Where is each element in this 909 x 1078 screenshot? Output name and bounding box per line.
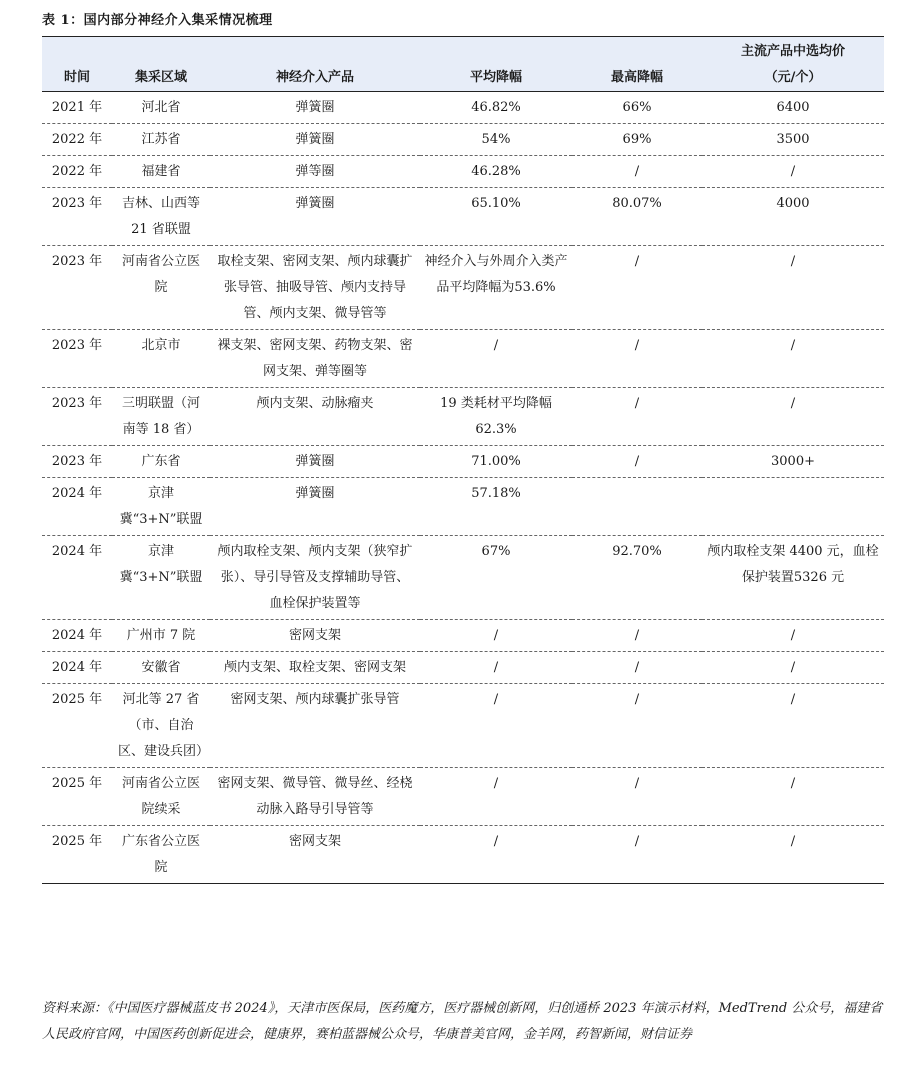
cell-product: 取栓支架、密网支架、颅内球囊扩张导管、抽吸导管、颅内支持导管、颅内支架、微导管等 (217, 254, 413, 321)
cell-region: 吉林、山西等 21 省联盟 (121, 196, 200, 237)
cell-max-drop: 80.07% (612, 196, 662, 211)
cell-max-drop: / (634, 660, 640, 675)
table-row (42, 684, 884, 768)
cell-max-drop (572, 478, 702, 536)
cell-max-drop: / (634, 692, 640, 707)
header-price-line1: 主流产品中选均价 (740, 44, 845, 59)
cell-product: 密网支架 (288, 628, 341, 643)
cell-max-drop: / (634, 628, 640, 643)
cell-product: 密网支架 (288, 834, 341, 849)
cell-avg-drop: 46.28% (471, 164, 521, 179)
cell-region: 河北等 27 省（市、自治区、建设兵团） (118, 692, 210, 759)
cell-region: 广州市 7 院 (126, 628, 196, 643)
cell-time: 2024 年 (51, 660, 103, 675)
cell-region: 福建省 (141, 164, 181, 179)
header-max-drop: 最高降幅 (610, 70, 663, 85)
cell-avg-drop: 57.18% (471, 486, 521, 501)
header-price-line2: （元/个） (764, 70, 822, 85)
cell-time: 2023 年 (51, 396, 103, 411)
cell-region: 北京市 (141, 338, 181, 353)
table-row (42, 188, 884, 246)
cell-product: 颅内取栓支架、颅内支架（狭窄扩张）、导引导管及支撑辅助导管、血栓保护装置等 (217, 544, 413, 611)
cell-region: 广东省公立医院 (121, 834, 200, 875)
table-row (42, 92, 884, 124)
cell-avg-drop: / (493, 692, 499, 707)
cell-region: 江苏省 (141, 132, 181, 147)
cell-max-drop: 66% (622, 100, 652, 115)
cell-avg-drop: 71.00% (471, 454, 521, 469)
cell-time: 2023 年 (51, 338, 103, 353)
table-header (42, 37, 884, 92)
header-product: 神经介入产品 (275, 70, 354, 85)
cell-product: 颅内支架、取栓支架、密网支架 (223, 660, 406, 675)
cell-max-drop: / (634, 396, 640, 411)
cell-time: 2025 年 (51, 692, 103, 707)
cell-product: 弹簧圈 (295, 196, 335, 211)
cell-avg-drop: 46.82% (471, 100, 521, 115)
table-body (42, 92, 884, 884)
cell-product: 弹簧圈 (295, 132, 335, 147)
cell-avg-drop: 67% (481, 544, 511, 559)
cell-region: 河南省公立医院续采 (121, 776, 200, 817)
cell-max-drop: / (634, 454, 640, 469)
table-row (42, 652, 884, 684)
cell-max-drop: 69% (622, 132, 652, 147)
cell-time: 2023 年 (51, 254, 103, 269)
cell-avg-drop: 神经介入与外周介入类产品平均降幅为53.6% (424, 254, 568, 295)
cell-price: / (790, 692, 796, 707)
cell-product: 裸支架、密网支架、药物支架、密网支架、弹等圈等 (217, 338, 413, 379)
cell-region: 河南省公立医院 (121, 254, 200, 295)
cell-time: 2023 年 (51, 196, 103, 211)
cell-avg-drop: / (493, 660, 499, 675)
cell-price: / (790, 776, 796, 791)
cell-avg-drop: / (493, 338, 499, 353)
table-row (42, 330, 884, 388)
cell-product: 弹簧圈 (295, 486, 335, 501)
cell-avg-drop: 65.10% (471, 196, 521, 211)
table-row (42, 388, 884, 446)
table-row (42, 124, 884, 156)
cell-product: 密网支架、微导管、微导丝、经桡动脉入路导引导管等 (217, 776, 413, 817)
cell-price: 颅内取栓支架 4400 元，血栓保护装置5326 元 (707, 544, 879, 585)
table-row (42, 156, 884, 188)
cell-time: 2023 年 (51, 454, 103, 469)
cell-avg-drop: / (493, 628, 499, 643)
cell-avg-drop: 19 类耗材平均降幅62.3% (440, 396, 552, 437)
cell-product: 弹等圈 (295, 164, 335, 179)
cell-max-drop: / (634, 834, 640, 849)
cell-time: 2025 年 (51, 776, 103, 791)
cell-region: 广东省 (141, 454, 181, 469)
cell-time: 2025 年 (51, 834, 103, 849)
cell-time: 2021 年 (51, 100, 103, 115)
cell-region: 京津冀“3+N”联盟 (119, 544, 203, 585)
cell-product: 弹簧圈 (295, 100, 335, 115)
cell-time: 2024 年 (51, 486, 103, 501)
cell-price: / (790, 660, 796, 675)
cell-region: 三明联盟（河南等 18 省） (121, 396, 200, 437)
cell-product: 颅内支架、动脉瘤夹 (256, 396, 374, 411)
cell-price (702, 478, 884, 536)
cell-product: 密网支架、颅内球囊扩张导管 (230, 692, 400, 707)
header-price (702, 37, 884, 92)
cell-max-drop: / (634, 254, 640, 269)
cell-price: / (790, 164, 796, 179)
collection-table (42, 36, 884, 884)
cell-time: 2022 年 (51, 132, 103, 147)
cell-price: 4000 (776, 196, 810, 211)
cell-max-drop: 92.70% (612, 544, 662, 559)
cell-price: 6400 (776, 100, 810, 115)
cell-region: 安徽省 (141, 660, 181, 675)
table-row (42, 536, 884, 620)
table-row (42, 620, 884, 652)
cell-price: / (790, 396, 796, 411)
cell-avg-drop: / (493, 834, 499, 849)
table-row (42, 246, 884, 330)
table-row (42, 826, 884, 884)
header-avg-drop: 平均降幅 (469, 70, 522, 85)
cell-price: / (790, 338, 796, 353)
cell-avg-drop: / (493, 776, 499, 791)
table-caption: 表 1：国内部分神经介入集采情况梳理 (42, 13, 273, 28)
cell-max-drop: / (634, 338, 640, 353)
cell-avg-drop: 54% (481, 132, 511, 147)
table-row (42, 478, 884, 536)
cell-time: 2022 年 (51, 164, 103, 179)
cell-price: / (790, 834, 796, 849)
cell-time: 2024 年 (51, 628, 103, 643)
source-note: 资料来源：《中国医疗器械蓝皮书 2024》，天津市医保局，医药魔方，医疗器械创新网，归创通桥 2023 年演示材料，MedTrend 公众号，福建省人民政府官网，中国医药创新促进会，健康界，赛柏蓝器械公众号，华康普美官网，金羊网，药智新闻，财信证券 (42, 1001, 883, 1042)
cell-price: 3000+ (771, 454, 815, 469)
cell-region: 京津冀“3+N”联盟 (119, 486, 203, 527)
table-row (42, 446, 884, 478)
cell-time: 2024 年 (51, 544, 103, 559)
cell-price: / (790, 254, 796, 269)
cell-max-drop: / (634, 776, 640, 791)
cell-price: 3500 (776, 132, 810, 147)
cell-price: / (790, 628, 796, 643)
cell-max-drop: / (634, 164, 640, 179)
header-region: 集采区域 (134, 70, 187, 85)
cell-product: 弹簧圈 (295, 454, 335, 469)
table-row (42, 768, 884, 826)
header-time: 时间 (63, 70, 90, 85)
cell-region: 河北省 (141, 100, 181, 115)
